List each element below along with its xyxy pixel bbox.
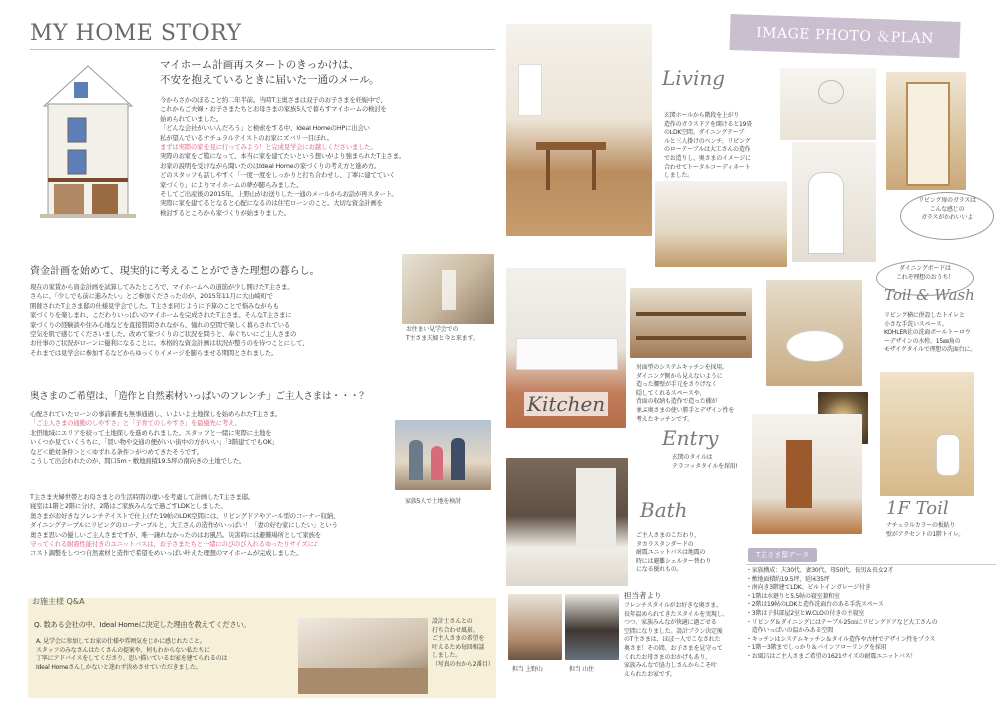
living-line: 合わせてトータルコーディネート (664, 163, 751, 171)
home-data-item: ・2階は19帖のLDKと造作洗面台のある手洗スペース (746, 601, 884, 609)
plan-line: ダイニングテーブルにリビングのローテーブルと、大工さんの造作がいっぱい！「妻の好む家にしたい」という (30, 521, 338, 530)
toil-line: ーデザインの水栓、15㎜角の (884, 337, 961, 345)
bath-text (636, 532, 746, 575)
money-line: 空気を肌で感じてくださいました。改めて家づくりのご状況を問うと、奉ぐちいにご主人さまの (30, 330, 297, 339)
story-line: これからご夫婦・お子さまたちとお母さまの家族5人で暮らすマイホームの検討を (160, 105, 387, 114)
money-line: 開催されたT主さま邸の仕様見学会でした。T主さま同じように予算のことで悩みながらも (30, 301, 279, 310)
meeting-photo (298, 618, 428, 694)
living-line: のLDK空間。ダイニングテーブ (664, 129, 745, 137)
plan-line: 寝室は1階と2階に分け、2階はご家族みんなで過ごすLDKとしました。 (30, 502, 227, 511)
bath-photo (506, 458, 628, 586)
bath-line: 耐震ユニットバスは地震の (636, 549, 706, 557)
qa-answer-line: Ideal Homeさんしかないと迷わず決めさせていただきました。 (36, 663, 202, 671)
glass-door-photo (886, 72, 966, 190)
money-line: さらに、「少しでも前に進みたい」とご参加くださったのが、2015年11月に大山崎町で (30, 292, 273, 301)
first-floor-toil-text (886, 522, 996, 539)
home-data-list (746, 564, 996, 662)
staff-photo-2 (565, 594, 619, 660)
bath-line: になる優れもの。 (636, 566, 683, 574)
staff-name-1: 担当 上野山 (512, 666, 543, 673)
story-line: 家づくり」によりマイホームの夢が膨らみました。 (160, 180, 303, 189)
page-title: MY HOME STORY (30, 21, 242, 46)
wish-text (30, 410, 392, 466)
wish-line: こうして出会われたのが、間口5m・敷地面積19.5坪の南向きの土地でした。 (30, 457, 246, 466)
qa-heading: お施主様 Q&A (32, 597, 85, 606)
living-photo-main (506, 24, 652, 236)
staff-line: 長年温められてきたスタイルを実現し、 (624, 610, 729, 618)
qa-answer-line: 丁寧にアドバイスをしてくださり、思い描いているお家を建てられるのは (36, 655, 228, 663)
toil1f-line: 壁がアクセントの1階トイレ。 (886, 530, 965, 538)
qa-question: Q. 数ある会社の中、Ideal Homeに決定した理由を教えてください。 (34, 620, 251, 629)
bubble-dining-board: ダイニングボードは これぞ理想のおうち！ (876, 260, 974, 296)
staff-line: のT主さまは、ほぼ一人でこなされた (624, 636, 721, 644)
section-heading-money: 資金計画を始めて、現実的に考えることができた理想の暮らし。 (30, 266, 320, 277)
plan-line: コスト調整をしつつ自然素材と造作で希望をめいっぱい叶えた理想のマイホームが完成しました。 (30, 549, 303, 558)
wish-line: など＜絶対条件＞と＜ゆずれる条件＞がつめてきたそうです。 (30, 447, 203, 456)
title-rule (30, 49, 495, 50)
money-text (30, 283, 398, 358)
story-text (160, 96, 500, 218)
qa-answer (36, 638, 296, 672)
wish-line: 「ご主人さまの通勤のしやすさ」と「子育てのしやすさ」を最優先に考え、 (30, 419, 241, 428)
living-room-photo (655, 181, 787, 267)
plan-line: 守ってくれる耐震性能付きのユニットバスは、お子さまたちと一緒にのびのび入れるゆったりサイズに♪ (30, 540, 318, 549)
staff-heading: 担当者より (624, 591, 662, 600)
plan-line: T主さま夫婦世帯とお母さまとの生活時間の違いを考慮して計画したT主さま邸。 (30, 493, 255, 501)
story-line: どのスタッフも話しやすく「一度一度をしっかりと打ち合わせし、丁寧に建てていく (160, 171, 396, 180)
money-line: お仕事のご状況がローンに優利になることに。本格的な資金計画は状況が整うのを待つことにして、 (30, 339, 309, 348)
story-line: 今からさかのぼること約二年半前。当時T主奥さまは双子のお子さまを妊娠中で、 (160, 96, 387, 104)
lead-heading (160, 58, 379, 88)
entry-title: Entry (662, 426, 719, 450)
living-line: しました。 (664, 172, 694, 180)
wish-line: 心配されていたローンの事前審査も無事通過し、いよいよ土地探しを始められたT主さま。 (30, 410, 282, 418)
kitchen-line: 背面の収納も造作で造った棚が (636, 398, 718, 406)
home-data-item: ・お風呂はご主人さまご希望の1621サイズの耐震ユニットバス！ (746, 652, 917, 660)
living-line: のローテーブルは大工さんの造作 (664, 146, 751, 154)
story-line: そしてご出産後の2015年。上野山がお送りした一通のメールからお話が再スタート。 (160, 190, 398, 199)
kitchen-line: 造った腰壁が手元をさりげなく (636, 381, 718, 389)
story-line: 私が望んでいるナチュラルテイストのお家にズバリ一目ぼれ。 (160, 133, 333, 142)
toil-line: 小さな手洗いスペース。 (884, 320, 948, 328)
home-data-item: 造作いっぱいの温かみある空間 (746, 627, 834, 635)
home-data-item: ・南向き3階建てLDK、ビルトインガレージ付き (746, 584, 871, 592)
kitchen-line: ダイニング側から見えないように (636, 372, 723, 380)
toil-line: モザイクタイルで理想の洗面台に。 (884, 346, 977, 354)
kitchen-line: 並ぶ奥さまの使い勝手とデザイン性を (636, 406, 735, 414)
qa-answer-line: A. 見学会に参加してお家の仕様や雰囲気をじかに感じれたこと。 (36, 638, 206, 645)
money-line: 家づくりの経験談や住み心地などを直接質問されながら、憧れの空間で楽しく暮らされている (30, 320, 291, 329)
living-line: 造作のガラスドアを開けると19畳 (664, 120, 753, 128)
family-photo-caption: 家族5人で土地を検討 (405, 498, 461, 505)
open-house-photo (402, 254, 494, 324)
toil-wash-text (884, 312, 994, 355)
staff-photo-1 (508, 594, 562, 660)
wash-basin-photo (766, 280, 862, 386)
staff-line: えられたお家です。 (624, 670, 676, 678)
story-line: 実際のお家をご覧になって、本当に家を建てたいという想いがより強まられたT主さま。 (160, 152, 406, 161)
staff-line: 家族みんなで協力しさんからこそ叶 (624, 662, 717, 670)
lead-line-2: 不安を抱えているときに届いた一通のメール。 (160, 74, 380, 86)
story-line: まずは実際の家を見に行ってみよう！と完成見学会にお越しくださいました。 (160, 143, 377, 152)
kitchen-title: Kitchen (524, 392, 608, 416)
plan-line: 奥さま思いの優しいご主人さまですが、唯一譲れなかったのはお風呂。災害時には避難場所として家族を (30, 530, 321, 539)
living-text (664, 112, 780, 181)
bath-title: Bath (640, 498, 688, 522)
section-heading-wish: 奥さまのご希望は、「造作と自然素材いっぱいのフレンチ」ご主人さまは・・・？ (30, 391, 369, 402)
staff-line: つつ、家族みんなが快適に過ごせる (624, 619, 717, 627)
staff-line: 空間になりました。設計プラン決定後 (624, 627, 723, 635)
home-data-item: ・家族構成：夫30代、妻30代、母50代、長男＆長女2才 (746, 567, 894, 574)
image-plan-banner: IMAGE PHOTO ＆PLAN (729, 14, 960, 58)
meeting-photo-caption: 設計士さんとの 打ち合わせ風景。 ご主人さまの希望を 叶えるため毎回相談 しました。 （写真の右から2番目） (432, 618, 494, 668)
bath-line: 時には避難シェルター替わり (636, 557, 712, 565)
wish-line: 北摂地域にエリアを絞って土地探しを進められました。スタッフと一緒に実際に土地を (30, 428, 272, 437)
home-data-tag: T主さま邸データ (748, 548, 817, 562)
living-line: でお造りし、奥さまのイメージに (664, 154, 751, 162)
open-house-caption: お住まい見学会での T主さま夫婦と今と来ます。 (406, 326, 479, 342)
toil-wash-title: Toil & Wash (884, 286, 975, 304)
plan-text (30, 493, 500, 559)
staff-line: フレンチスタイルがお好きな奥さま。 (624, 602, 722, 609)
living-line: 玄関ホールから階段を上がり (664, 112, 740, 119)
staff-line: 奥さま！その間、お子さまを見守って (624, 644, 723, 652)
bubble-glass-door: リビング扉のガラスは こんな感じの ガラスがかわいいよ (900, 192, 994, 240)
toil-line: KOHLER社の洗面ボールトーロウ (884, 329, 971, 337)
kitchen-text (636, 364, 756, 424)
wish-line: いくつか見ていくうちに、「買い物や交通の便がいい街中の方がいい」「3階建てでもOK」 (30, 438, 278, 447)
kitchen-line: 考えたキッチンです。 (636, 415, 694, 423)
first-floor-toil-title: 1F Toil (886, 498, 949, 519)
kitchen-line: 隠してくれるスペースや、 (636, 389, 706, 397)
living-title: Living (662, 66, 726, 90)
family-photo (395, 420, 491, 490)
home-data-item: ・キッチンはシステムキッチン＆タイル造作や古材でデザイン性をプラス (746, 635, 936, 643)
story-line: 始められていました。 (160, 114, 222, 123)
entry-door-photo (752, 414, 862, 534)
money-line: 現在の家賃から資金計画を試算してみたところで、マイホームへの道筋が少し開けたT主さま。 (30, 283, 294, 291)
toil1f-line: ナチュラルカラーの板貼り (886, 522, 956, 529)
staff-line: くれたお母さまのおかげもあり、 (624, 653, 712, 661)
toil-line: リビング横に併設したトイレと (884, 312, 965, 319)
kitchen-shelf-photo (630, 288, 752, 358)
plan-line: 奥さまがお好きなフレンチテイストで仕上げた19帖のLDK空間には、リビングドアやアール型のコーナー収納、 (30, 511, 340, 520)
story-line: 検討するところから家づくりが始まりました。 (160, 208, 291, 217)
home-data-item: ・1階〜3階までしっかり＆バインフローリングを採用 (746, 644, 887, 652)
story-line: お家の説明を受けながら聞いたのはIdeal Homeの家づくりの考え方と進め方。 (160, 161, 381, 170)
story-line: 「どんな会社がいいんだろう」と検索をする中、Ideal HomeのHPに出会い (160, 124, 370, 133)
bath-line: タカラスタンダードの (636, 540, 694, 548)
home-data-item: ・1階は水廻りと5.5帖の寝室兼和室 (746, 592, 840, 600)
first-floor-toilet-photo (880, 372, 974, 496)
kitchen-line: 対面型のシステムキッチンを採用。 (636, 364, 728, 371)
story-line: 実際に家を建てるとなると心配になるのは住宅ローンのこと。大切な資金計画を (160, 199, 383, 208)
home-data-item: ・敷地面積約19.5坪、延床35坪 (746, 575, 830, 583)
entry-note: 玄関のタイルは テラコッタタイルを採用! (672, 454, 738, 470)
staff-text (624, 602, 744, 679)
bath-line: ご主人さまのこだわり、 (636, 532, 700, 539)
money-line: 家づくりを楽しまれ、こだわりいっぱいのマイホームを完成されたT主さま。そんなT主さまに (30, 311, 292, 320)
living-line: ルと三人掛けのベンチ、リビング (664, 137, 751, 145)
home-data-item: ・リビング＆ダイニングにはテーブル25㎝にリビングドアなど大工さんの (746, 618, 938, 626)
money-line: それまでは見学会に参加するなどからゆっくりイメージを膨らませる期間とされました。 (30, 348, 278, 357)
dining-board-photo (792, 142, 876, 262)
qa-answer-line: スタッフのみなさんはたくさんの提案や、何もわからない私たちに (36, 646, 210, 654)
chandelier-photo (780, 68, 876, 140)
house-illustration-icon (40, 62, 136, 220)
qa-box (28, 598, 496, 698)
home-data-item: ・3階は子供部屋2室とW.CLOの付きの主寝室 (746, 609, 865, 617)
staff-name-2: 担当 山住 (569, 666, 594, 673)
lead-line-1: マイホーム計画再スタートのきっかけは、 (160, 59, 360, 71)
